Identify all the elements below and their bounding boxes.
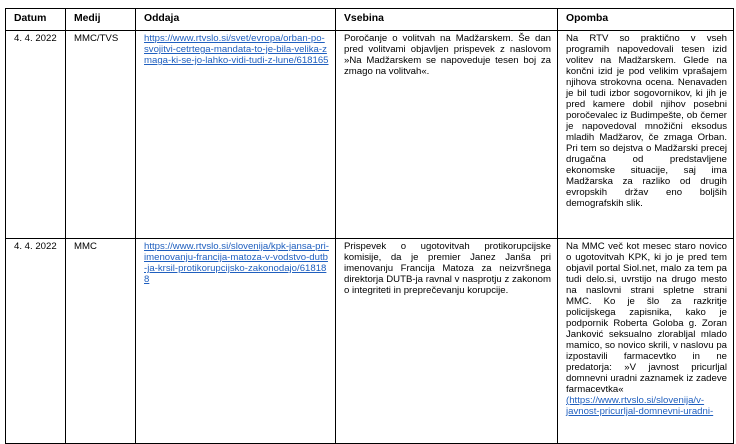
cell-medij: MMC/TVS xyxy=(66,31,136,239)
cell-vsebina: Poročanje o volitvah na Madžarskem. Še dan pred volitvami objavljen prispevek z naslovom »Na Madžarskem se napoveduje tesen boj za zmago na volitvah«. xyxy=(336,31,558,239)
table-row xyxy=(6,31,734,239)
opomba-link[interactable]: (https://www.rtvslo.si/slovenija/v-javnost-pricurljal-domnevni-uradni- xyxy=(566,395,714,417)
cell-oddaja xyxy=(136,31,336,239)
header-oddaja: Oddaja xyxy=(136,9,336,31)
cell-opomba: Na RTV so praktično v vseh programih napovedovali tesen izid volitev na Madžarskem. Glede na končni izid je pod velikim vprašajem njihova strokovna ocena. Nenavaden je bil tudi izbor sogovornikov, ki jih je pred kamere dobil njihov posebni poročevalec iz Budimpešte, ob čemer je napovedoval množični eksodus mladih Madžarov, če zmaga Orban. Pri tem so dejstva o Madžarski precej drugačna od predstavljene ekonomske situacije, saj ima Madžarska za razliko od drugih evropskih držav eno boljših demografskih slik. xyxy=(558,31,734,239)
opomba-text: Na MMC več kot mesec staro novico o ugotovitvah KPK, ki jo je pred tem objavil portal Siol.net, malo za tem pa tudi delo.si, uvrstijo na drugo mesto na naslovni strani spletne strani MMC. Ko je šlo za razkritje policijskega zapisnika, kako je podpornik Roberta Goloba g. Zoran Janković seksualno zlorabljal mlado mamico, so novico skrili, v naslovu pa izpostavili farmacevtko in ne predatorja: »V javnost pricurljal domnevni uradni zaznamek iz zadeve farmacevtka« xyxy=(566,241,727,395)
article-link[interactable]: https://www.rtvslo.si/svet/evropa/orban-po-svojitvi-cetrtega-mandata-to-je-bila-velika-zmaga-ki-se-jo-lahko-vidi-tudi-z-lune/618165 xyxy=(144,33,329,66)
cell-opomba xyxy=(558,239,734,444)
article-link[interactable]: https://www.rtvslo.si/slovenija/kpk-jansa-pri-imenovanju-francija-matoza-v-vodstvo-dutb-ja-krsil-protikorupcijsko-zakonodajo/618188 xyxy=(144,241,330,285)
table-row xyxy=(6,239,734,444)
header-opomba: Opomba xyxy=(558,9,734,31)
media-monitoring-table xyxy=(5,8,734,444)
cell-medij: MMC xyxy=(66,239,136,444)
cell-vsebina: Prispevek o ugotovitvah protikorupcijske komisije, da je premier Janez Janša pri imenovanju Francija Matoza za neizvršnega direktorja DUTB-ja ravnal v nasprotju z zakonom o integriteti in preprečevanju korupcije. xyxy=(336,239,558,444)
header-vsebina: Vsebina xyxy=(336,9,558,31)
header-medij: Medij xyxy=(66,9,136,31)
table-header-row xyxy=(6,9,734,31)
cell-datum: 4. 4. 2022 xyxy=(6,31,66,239)
cell-oddaja xyxy=(136,239,336,444)
cell-datum: 4. 4. 2022 xyxy=(6,239,66,444)
header-datum: Datum xyxy=(6,9,66,31)
